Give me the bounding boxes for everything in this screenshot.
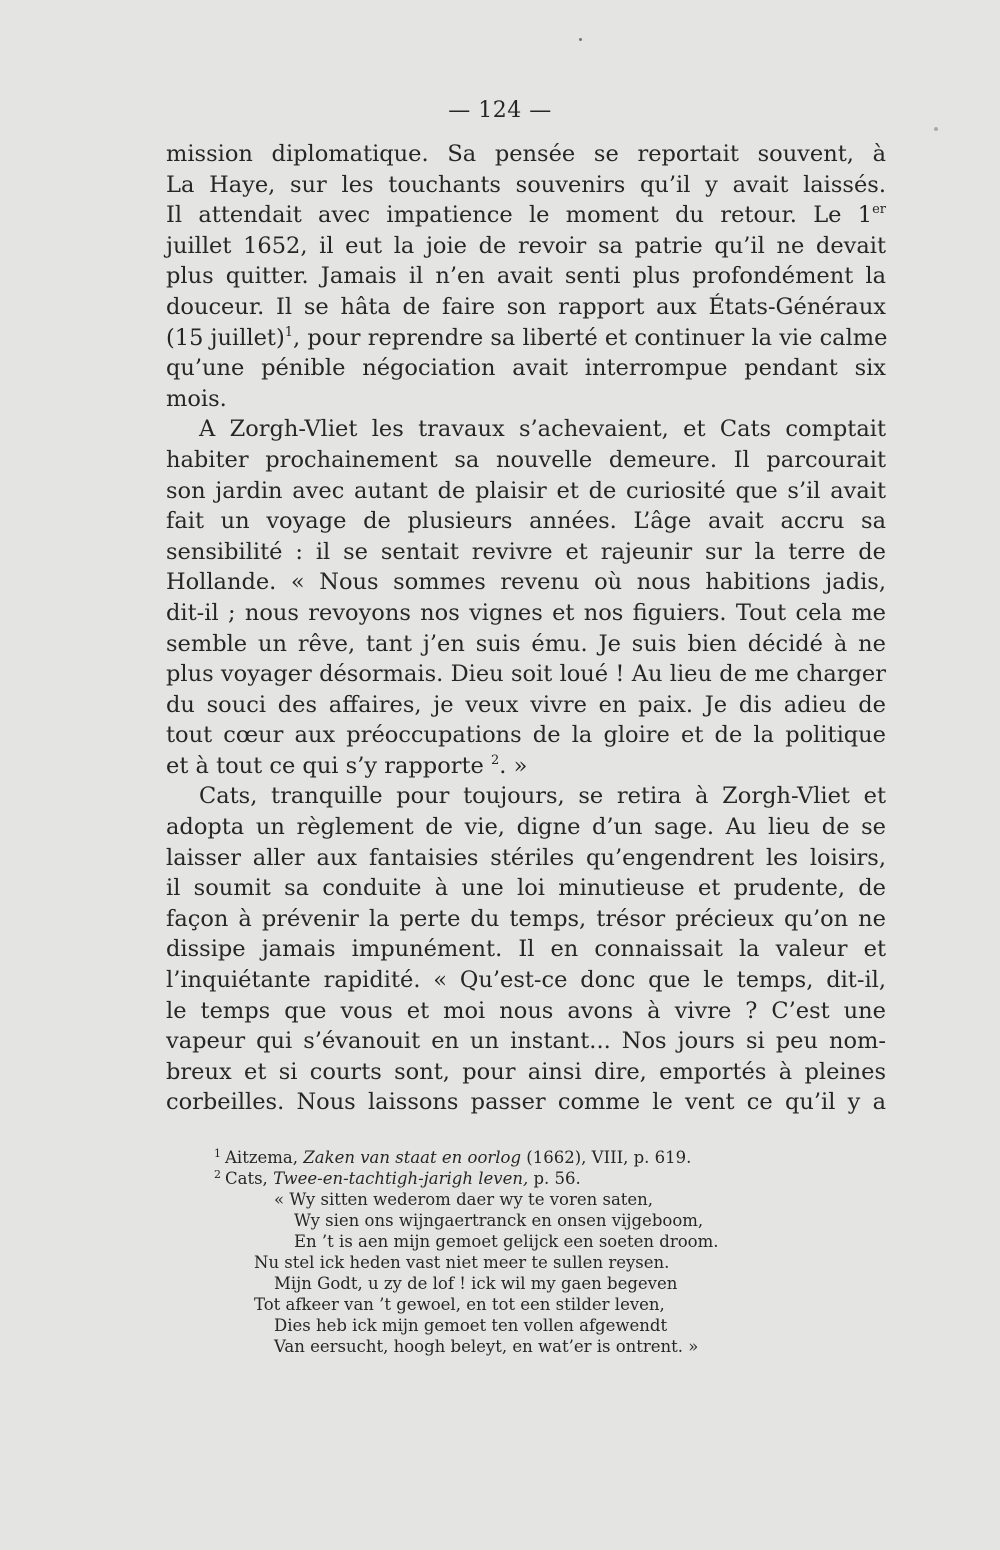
text-line: dit-il ; nous revoyons nos vignes et nos figuiers. Tout cela me <box>166 599 886 626</box>
text-line: du souci des affaires, je veux vivre en paix. Je dis adieu de <box>166 691 886 718</box>
text-line: plus quitter. Jamais il n’en avait senti plus profondément la <box>166 263 886 290</box>
text-line: adopta un règlement de vie, digne d’un sage. Au lieu de se <box>166 814 886 841</box>
speck-mark <box>579 38 582 41</box>
text-line: fait un voyage de plusieurs années. L’âge avait accru sa <box>166 508 886 535</box>
text-line: (15 juillet)$^1$, pour reprendre sa liberté et continuer la vie calme <box>166 324 888 351</box>
poem-line: Wy sien ons wijngaertranck en onsen vijgeboom, <box>294 1211 704 1230</box>
footnotes <box>214 1147 834 1357</box>
text-line: son jardin avec autant de plaisir et de curiosité que s’il avait <box>166 477 886 504</box>
text-line: La Haye, sur les touchants souvenirs qu’il y avait laissés. <box>166 171 886 198</box>
text-line: façon à prévenir la perte du temps, trésor précieux qu’on ne <box>166 905 886 932</box>
footnote-ref: 1 <box>284 324 294 340</box>
speck-mark <box>934 127 938 131</box>
poem-line: Van eersucht, hoogh beleyt, en wat’er is ontrent. » <box>274 1337 699 1356</box>
text-line: dissipe jamais impunément. Il en connaissait la valeur et <box>166 936 886 963</box>
text-line: mission diplomatique. Sa pensée se reportait souvent, à <box>166 141 886 167</box>
poem-line: En ’t is aen mijn gemoet gelijck een soeten droom. <box>294 1232 719 1251</box>
text-line: le temps que vous et moi nous avons à vivre ? C’est une <box>166 997 886 1024</box>
poem-line: Dies heb ick mijn gemoet ten vollen afgewendt <box>274 1316 668 1335</box>
text-line: juillet 1652, il eut la joie de revoir sa patrie qu’il ne devait <box>166 232 886 259</box>
text-line: qu’une pénible négociation avait interrompue pendant six <box>166 355 886 382</box>
poem-line: Nu stel ick heden vast niet meer te sullen reysen. <box>254 1253 670 1272</box>
poem-line: Mijn Godt, u zy de lof ! ick wil my gaen begeven <box>274 1274 678 1293</box>
poem-line: « Wy sitten wederom daer wy te voren saten, <box>274 1190 654 1209</box>
text-line: mois. <box>166 385 227 412</box>
text-line: Hollande. « Nous sommes revenu où nous habitions jadis, <box>166 569 886 596</box>
text-line: Il attendait avec impatience le moment du retour. Le 1er <box>166 202 886 229</box>
text-line: plus voyager désormais. Dieu soit loué ! Au lieu de me charger <box>166 661 886 688</box>
text-line: tout cœur aux préoccupations de la gloire et de la politique <box>166 722 886 749</box>
text-line: il soumit sa conduite à une loi minutieuse et prudente, de <box>166 875 886 902</box>
text-line: et à tout ce qui s’y rapporte $^2$. » <box>166 752 528 779</box>
text-line: corbeilles. Nous laissons passer comme le vent ce qu’il y a <box>166 1089 886 1116</box>
text-line: vapeur qui s’évanouit en un instant... Nos jours si peu nom- <box>166 1028 886 1055</box>
footnote-1: $^1$ Aitzema, Zaken van staat en oorlog (1662), VIII, p. 619. <box>214 1147 692 1167</box>
text-line: Cats, tranquille pour toujours, se retira à Zorgh-Vliet et <box>199 783 886 810</box>
text-line: A Zorgh-Vliet les travaux s’achevaient, et Cats comptait <box>199 416 886 443</box>
text-line: l’inquiétante rapidité. « Qu’est-ce donc que le temps, dit-il, <box>166 967 886 994</box>
footnote-2: $^2$ Cats, Twee-en-tachtigh-jarigh leven, p. 56. <box>214 1168 581 1188</box>
text-line: sensibilité : il se sentait revivre et rajeunir sur la terre de <box>166 538 886 565</box>
main-text <box>166 139 886 1118</box>
text-line: habiter prochainement sa nouvelle demeure. Il parcourait <box>166 446 886 473</box>
footnote-poem <box>254 1189 834 1357</box>
poem-line: Tot afkeer van ’t gewoel, en tot een stilder leven, <box>254 1295 665 1314</box>
text-line: semble un rêve, tant j’en suis ému. Je suis bien décidé à ne <box>166 630 886 657</box>
footnote-ref: 2 <box>491 752 500 768</box>
text-line: breux et si courts sont, pour ainsi dire, emportés à pleines <box>166 1058 886 1085</box>
text-line: douceur. Il se hâta de faire son rapport aux États-Généraux <box>166 293 886 320</box>
page-number: — 124 — <box>448 98 552 123</box>
text-line: laisser aller aux fantaisies stériles qu’engendrent les loisirs, <box>166 844 886 871</box>
superscript-er: er <box>872 202 886 218</box>
